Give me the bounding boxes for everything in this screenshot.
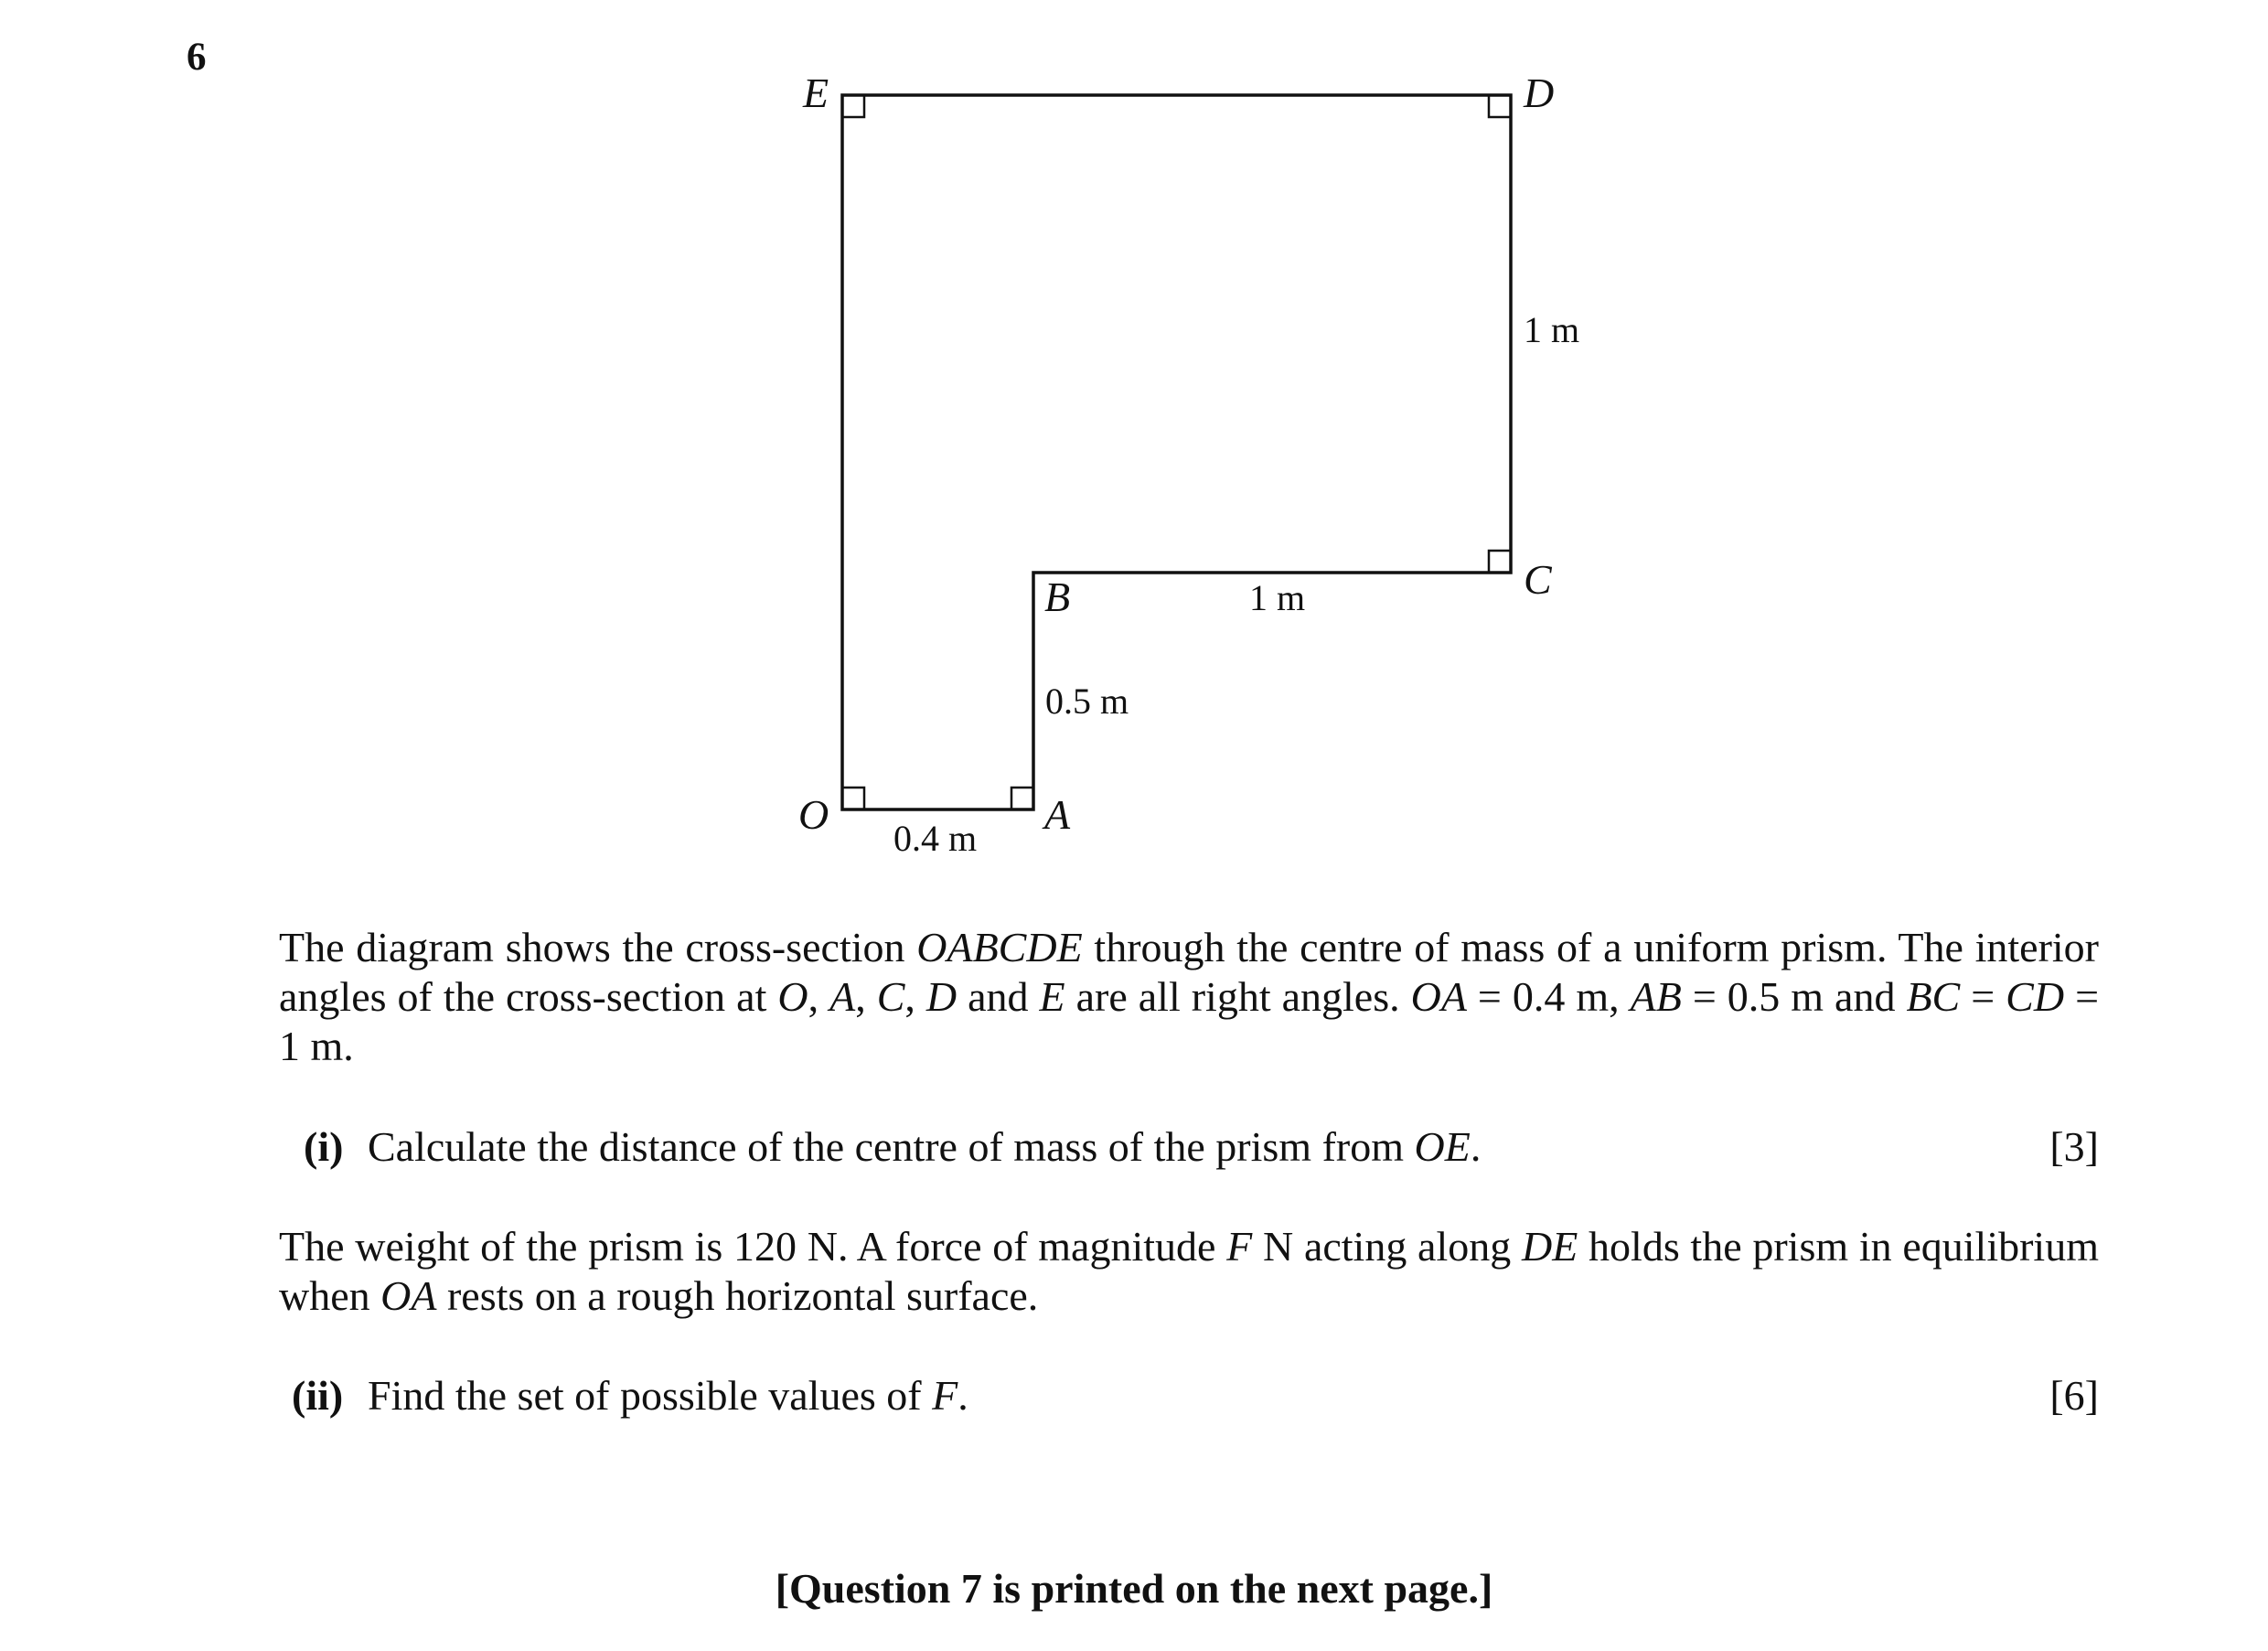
vertex-label-o: O — [798, 791, 829, 838]
part-ii — [279, 1371, 2099, 1426]
part-ii-number: (ii) — [292, 1372, 344, 1419]
part-i-marks: [3] — [2049, 1123, 2099, 1170]
dimension-label-ab: 0.5 m — [1045, 681, 1129, 722]
right-angle-marker-e — [842, 95, 864, 117]
vertex-label-d: D — [1524, 70, 1555, 116]
right-angle-marker-c — [1489, 551, 1511, 573]
right-angle-marker-o — [842, 788, 864, 809]
cross-section-outline — [842, 95, 1511, 809]
question-number: 6 — [187, 36, 207, 79]
intro-paragraph: The diagram shows the cross-section OABCDE through the centre of mass of a uniform prism. The interior angles of the cross-section at O, A, C, D and E are all right angles. OA = 0.4 m, AB = 0.5 m and BC = CD = 1 m. — [279, 924, 2100, 1069]
vertex-label-e: E — [803, 70, 829, 116]
part-i — [279, 1122, 2099, 1177]
right-angle-marker-d — [1489, 95, 1511, 117]
vertex-label-a: A — [1044, 791, 1071, 838]
dimension-label-bc: 1 m — [1249, 577, 1306, 618]
part-ii-text: Find the set of possible values of F. — [368, 1372, 968, 1419]
vertex-label-c: C — [1524, 556, 1552, 603]
part-i-text: Calculate the distance of the centre of mass of the prism from OE. — [368, 1123, 1482, 1170]
footer-note: [Question 7 is printed on the next page.] — [775, 1565, 1493, 1612]
part-i-number: (i) — [304, 1123, 344, 1170]
part-ii-marks: [6] — [2049, 1372, 2099, 1419]
middle-paragraph: The weight of the prism is 120 N. A force of magnitude F N acting along DE holds the prism in equilibrium when OA rests on a rough horizontal surface. — [279, 1223, 2099, 1319]
dimension-label-cd: 1 m — [1524, 309, 1580, 350]
right-angle-marker-a — [1011, 788, 1033, 809]
dimension-label-oa: 0.4 m — [893, 818, 978, 859]
vertex-label-b: B — [1044, 574, 1071, 620]
